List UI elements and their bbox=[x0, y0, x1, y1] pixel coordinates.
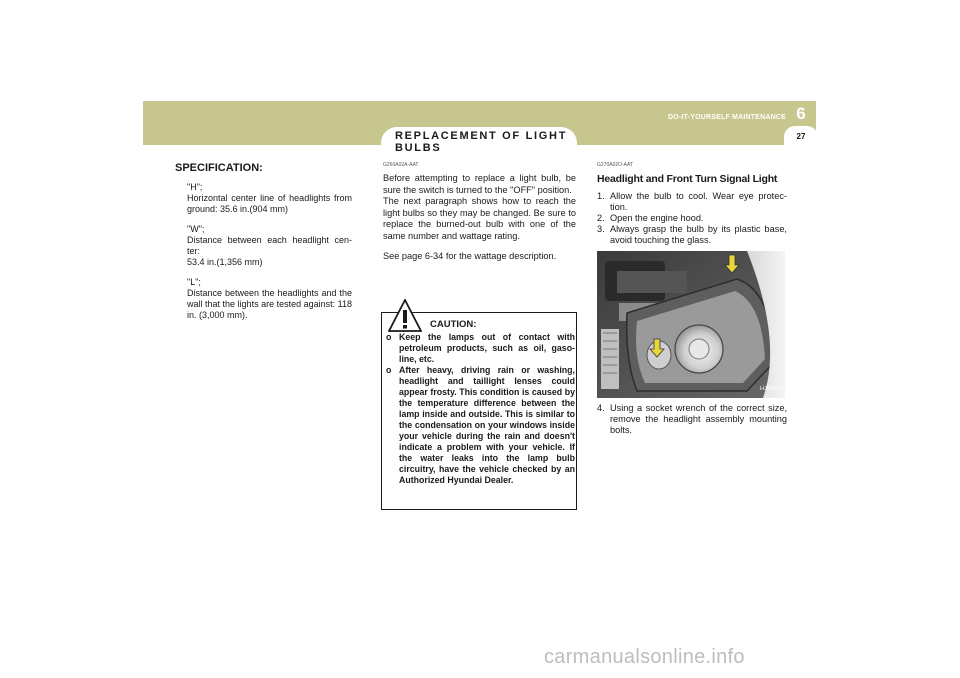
step-text: Using a socket wrench of the correct size, remove the headlight assembly mounting bolts. bbox=[610, 403, 787, 435]
caution-bullet: o bbox=[386, 365, 392, 375]
spec-h-label: "H"; bbox=[187, 182, 203, 192]
section-label: DO-IT-YOURSELF MAINTENANCE bbox=[668, 114, 786, 121]
intro-code: G260A02A-AAT bbox=[383, 162, 419, 168]
caution-item bbox=[386, 365, 575, 486]
intro-text-1: Before attempting to replace a light bulb, be sure the switch is turned to the "OFF" position. bbox=[383, 173, 576, 195]
spec-item-w bbox=[187, 224, 352, 268]
page-number: 27 bbox=[784, 126, 818, 148]
spec-item-h bbox=[187, 182, 352, 215]
step-number: 2. bbox=[597, 213, 605, 223]
step-text: Always grasp the bulb by its plastic base, avoid touching the glass. bbox=[610, 224, 787, 245]
step-item bbox=[597, 403, 787, 436]
caution-list bbox=[386, 332, 575, 486]
section-title: REPLACEMENT OF LIGHT BULBS bbox=[395, 130, 568, 154]
specification-heading: SPECIFICATION: bbox=[175, 162, 263, 174]
spec-w-label: "W"; bbox=[187, 224, 205, 234]
headlight-steps bbox=[597, 191, 787, 246]
step-item bbox=[597, 213, 787, 224]
wattage-reference: See page 6-34 for the wattage description. bbox=[383, 251, 557, 261]
headlight-column bbox=[597, 162, 787, 246]
step-number: 4. bbox=[597, 403, 605, 413]
headlight-illustration bbox=[597, 251, 785, 398]
spec-l-text: Distance between the headlights and the wall that the lights are tested against: 118 in. (3,000 mm). bbox=[187, 288, 352, 320]
step-text: Allow the bulb to cool. Wear eye protec-tion. bbox=[610, 191, 787, 212]
spec-h-text: Horizontal center line of headlights from ground: 35.6 in.(904 mm) bbox=[187, 193, 352, 214]
spec-l-label: "L"; bbox=[187, 277, 201, 287]
headlight-steps-continued bbox=[597, 403, 787, 436]
step-item bbox=[597, 191, 787, 213]
step-4 bbox=[597, 403, 787, 436]
spec-item-l bbox=[187, 277, 352, 321]
step-text: Open the engine hood. bbox=[610, 213, 704, 223]
step-item bbox=[597, 224, 787, 246]
headlight-code: G270A02O-AAT bbox=[597, 162, 634, 168]
headlight-photo bbox=[597, 251, 785, 398]
caution-item bbox=[386, 332, 575, 365]
step-number: 1. bbox=[597, 191, 605, 201]
photo-code: HJM5012 bbox=[760, 386, 784, 392]
intro-text-2: The next paragraph shows how to reach the light bulbs so they may be changed. Be sure to replace the burned-out bulb with one of the same number and wattage rating. bbox=[383, 196, 576, 241]
watermark: carmanualsonline.info bbox=[544, 646, 745, 668]
headlight-subhead: Headlight and Front Turn Signal Light bbox=[597, 173, 778, 185]
spec-w-value: 53.4 in.(1,356 mm) bbox=[187, 257, 263, 267]
caution-item-text: Keep the lamps out of contact with petroleum products, such as oil, gaso-line, etc. bbox=[399, 332, 575, 364]
caution-title: CAUTION: bbox=[430, 319, 477, 330]
caution-item-text: After heavy, driving rain or washing, headlight and taillight lenses could appear frosty. This condition is caused by the temperature difference between the lamp inside and outside. This is similar to the condensation on your windows inside your vehicle during the rain and doesn't indicate a problem with your vehicle. If the water leaks into the lamp bulb circuitry, have the vehicle checked by an Authorized Hyundai Dealer. bbox=[399, 365, 575, 485]
step-number: 3. bbox=[597, 224, 605, 234]
warning-triangle-icon bbox=[388, 299, 422, 333]
chapter-number: 6 bbox=[796, 104, 806, 123]
caution-bullet: o bbox=[386, 332, 392, 342]
specification-column bbox=[175, 162, 352, 330]
intro-column bbox=[383, 162, 576, 263]
spec-w-text: Distance between each headlight cen-ter: bbox=[187, 235, 352, 256]
intro-paragraph bbox=[383, 173, 576, 242]
